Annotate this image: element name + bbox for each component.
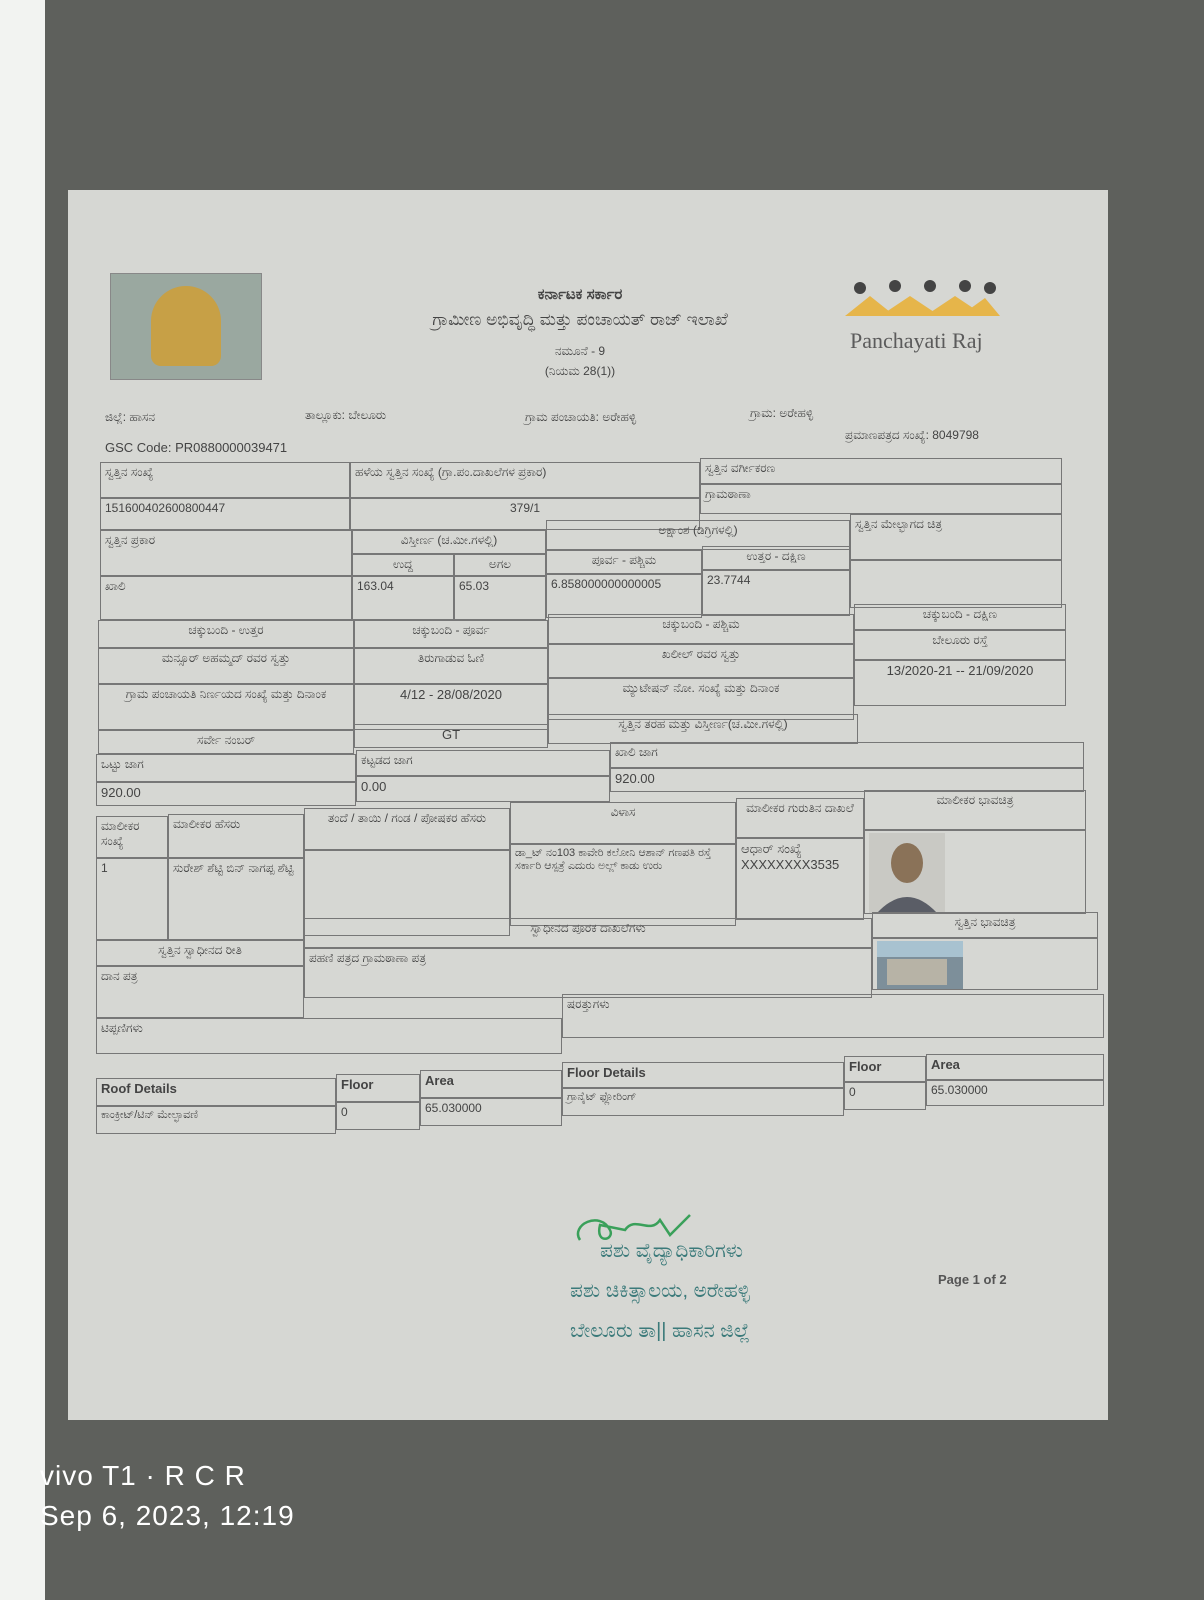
ew-value: 6.858000000000005 — [546, 574, 702, 618]
owner-photo-label: ಮಾಲೀಕರ ಭಾವಚಿತ್ರ — [864, 790, 1086, 830]
village: ಗ್ರಾಮ: ಅರೇಹಳ್ಳಿ — [750, 406, 814, 420]
length-label: ಉದ್ದ — [352, 554, 454, 576]
east-label: ಚಕ್ಕುಬಂದಿ - ಪೂರ್ವ — [354, 620, 548, 648]
panchayati-raj-text: Panchayati Raj — [850, 328, 983, 353]
length-value: 163.04 — [352, 576, 454, 620]
mutation-value: 13/2020-21 -- 21/09/2020 — [854, 660, 1066, 706]
roof-area: 65.030000 — [420, 1098, 562, 1126]
remarks-label: ಷರತ್ತುಗಳು — [562, 994, 1104, 1038]
floor-area-label: Area — [926, 1054, 1104, 1080]
survey-value: GT — [354, 724, 548, 748]
taluk: ತಾಲ್ಲೂಕು: ಬೇಲೂರು — [305, 408, 387, 422]
resolution-value: 4/12 - 28/08/2020 — [354, 684, 548, 730]
acquisition-value: ದಾನ ಪತ್ರ — [96, 966, 304, 1018]
built-type-label: ಸ್ವತ್ತಿನ ತರಹ ಮತ್ತು ವಿಸ್ತೀರ್ಣ(ಚ.ಮೀ.ಗಳಲ್ಲಿ) — [548, 714, 858, 744]
doc-value: ಪಹಣಿ ಪತ್ರದ ಗ್ರಾಮಠಾಣಾ ಪತ್ರ — [304, 948, 872, 998]
map-label: ಸ್ವತ್ತಿನ ಮೇಲ್ಭಾಗದ ಚಿತ್ರ — [850, 514, 1062, 560]
certificate-no: ಪ್ರಮಾಣಪತ್ರದ ಸಂಖ್ಯೆ: 8049798 — [845, 428, 979, 442]
east-value: ತಿರುಗಾಡುವ ಓಣಿ — [354, 648, 548, 684]
prop-no: 151600402600800447 — [100, 498, 350, 530]
ns-value: 23.7744 — [702, 570, 850, 616]
total-area-value: 920.00 — [96, 782, 356, 806]
stamp-line-2: ಪಶು ಚಿಕಿತ್ಸಾಲಯ, ಅರೇಹಳ್ಳಿ — [570, 1280, 750, 1302]
measure-label: ವಿಸ್ತೀರ್ಣ (ಚ.ಮೀ.ಗಳಲ್ಲಿ) — [352, 530, 546, 554]
dept-title: ಗ್ರಾಮೀಣ ಅಭಿವೃದ್ಧಿ ಮತ್ತು ಪಂಚಾಯತ್ ರಾಜ್ ಇಲಾಖೆ — [432, 310, 728, 329]
coord-label: ಅಕ್ಷಾಂಶ (ಡಿಗ್ರಿಗಳಲ್ಲಿ) — [546, 520, 850, 550]
north-label: ಚಕ್ಕುಬಂದಿ - ಉತ್ತರ — [98, 620, 354, 648]
roof-floor: 0 — [336, 1102, 420, 1130]
floor-floor-label: Floor — [844, 1056, 926, 1082]
owner-address-label: ವಿಳಾಸ — [510, 802, 736, 844]
official-stamp — [560, 1205, 880, 1375]
owner-name-label: ಮಾಲೀಕರ ಹೆಸರು — [168, 814, 304, 858]
owner-id: ಆಧಾರ್ ಸಂಖ್ಯೆ XXXXXXXX3535 — [736, 838, 864, 920]
west-label: ಚಕ್ಕುಬಂದಿ - ಪಶ್ಚಿಮ — [548, 614, 854, 644]
gram-panchayat: ಗ್ರಾಮ ಪಂಚಾಯತಿ: ಅರೇಹಳ್ಳಿ — [525, 410, 637, 424]
property-photo-label: ಸ್ವತ್ತಿನ ಭಾವಚಿತ್ರ — [872, 912, 1098, 938]
gov-title: ಕರ್ನಾಟಕ ಸರ್ಕಾರ — [537, 286, 623, 303]
owner-photo-icon — [869, 833, 945, 913]
mutation-label: ಮ್ಯುಟೇಷನ್ ನೋ. ಸಂಖ್ಯೆ ಮತ್ತು ದಿನಾಂಕ — [548, 678, 854, 720]
form-no: ನಮೂನೆ - 9 — [554, 344, 606, 358]
gsc-code: GSC Code: PR0880000039471 — [105, 440, 288, 455]
owner-sl: 1 — [96, 858, 168, 940]
property-photo-icon — [877, 941, 963, 989]
roof-floor-label: Floor — [336, 1074, 420, 1102]
owner-name: ಸುರೇಶ್ ಶೆಟ್ಟಿ ಬಿನ್ ನಾಗಪ್ಪ ಶೆಟ್ಟಿ — [168, 858, 304, 940]
built-area-label: ಕಟ್ಟಡದ ಜಾಗ — [356, 750, 610, 776]
page-number: Page 1 of 2 — [938, 1272, 1007, 1287]
vacant-area-label: ಖಾಲಿ ಜಾಗ — [610, 742, 1084, 768]
property-photo-cell — [872, 938, 1098, 990]
camera-watermark-date: Sep 6, 2023, 12:19 — [40, 1500, 295, 1531]
west-value: ಖಲೀಲ್ ರವರ ಸ್ವತ್ತು — [548, 644, 854, 678]
floor-type: ಗ್ರಾನೈಟ್ ಫ್ಲೋರಿಂಗ್ — [562, 1088, 844, 1116]
acquisition-label: ಸ್ವತ್ತಿನ ಸ್ವಾಧೀನದ ರೀತಿ — [96, 940, 304, 966]
roof-type: ಕಾಂಕ್ರೀಟ್/ಟಿನ್ ಮೇಲ್ಛಾವಣಿ — [96, 1106, 336, 1134]
total-area-label: ಒಟ್ಟು ಜಾಗ — [96, 754, 356, 782]
prop-no-label: ಸ್ವತ್ತಿನ ಸಂಖ್ಯೆ — [100, 462, 350, 498]
camera-watermark-model: vivo T1 · R C R — [40, 1460, 246, 1491]
owner-address: ಡಾ_ಟ್ ನಂ103 ಕಾವೇರಿ ಕಲೋನಿ ಆಶಾನ್ ಗಣಪತಿ ರಸ್ತೆ ಸರ್ಕಾರಿ ಆಸ್ಪತ್ರೆ ಎದುರು ಅಲ್ಲ್ ಕಾಡು ಉರು — [510, 844, 736, 926]
north-value: ಮನ್ಸೂರ್ ಅಹಮ್ಮದ್ ರವರ ಸ್ವತ್ತು — [98, 648, 354, 684]
rule-no: (ನಿಯಮ 28(1)) — [544, 364, 616, 378]
floor-floor: 0 — [844, 1082, 926, 1110]
district: ಜಿಲ್ಲೆ: ಹಾಸನ — [105, 410, 156, 424]
vacant-area-value: 920.00 — [610, 768, 1084, 792]
ns-label: ಉತ್ತರ - ದಕ್ಷಿಣ — [702, 546, 850, 570]
old-no: 379/1 — [350, 498, 700, 530]
resolution-label: ಗ್ರಾಮ ಪಂಚಾಯತಿ ನಿರ್ಣಯದ ಸಂಖ್ಯೆ ಮತ್ತು ದಿನಾಂಕ — [98, 684, 354, 730]
roof-area-label: Area — [420, 1070, 562, 1098]
roof-title: Roof Details — [96, 1078, 336, 1106]
type-label: ಸ್ವತ್ತಿನ ಪ್ರಕಾರ — [100, 530, 352, 576]
floor-area: 65.030000 — [926, 1080, 1104, 1106]
category-label: ಸ್ವತ್ತಿನ ವರ್ಗೀಕರಣ — [700, 458, 1062, 484]
survey-label: ಸರ್ವೇ ನಂಬರ್ — [98, 730, 354, 754]
owner-relation-label: ತಂದೆ / ತಾಯಿ / ಗಂಡ / ಪೋಷಕರ ಹೆಸರು — [304, 808, 510, 850]
floor-title: Floor Details — [562, 1062, 844, 1088]
owner-id-label: ಮಾಲೀಕರ ಗುರುತಿನ ದಾಖಲೆ — [736, 798, 864, 838]
owner-sl-label: ಮಾಲೀಕರ ಸಂಖ್ಯೆ — [96, 816, 168, 858]
stamp-line-1: ಪಶು ವೈದ್ಯಾಧಿಕಾರಿಗಳು — [600, 1240, 744, 1262]
type-value: ಖಾಲಿ — [100, 576, 352, 620]
ew-label: ಪೂರ್ವ - ಪಶ್ಚಿಮ — [546, 550, 702, 574]
notes-label: ಟಿಪ್ಪಣಿಗಳು — [96, 1018, 562, 1054]
category-value: ಗ್ರಾಮಠಾಣಾ — [700, 484, 1062, 514]
owner-photo-cell — [864, 830, 1086, 914]
width-value: 65.03 — [454, 576, 546, 620]
doc-label: ಸ್ವಾಧೀನದ ಪೂರಕ ದಾಖಲೆಗಳು — [304, 918, 872, 948]
south-label: ಚಕ್ಕುಬಂದಿ - ದಕ್ಷಿಣ — [854, 604, 1066, 630]
old-no-label: ಹಳೆಯ ಸ್ವತ್ತಿನ ಸಂಖ್ಯೆ (ಗ್ರಾ.ಪಂ.ದಾಖಲೆಗಳ ಪ್ರಕಾರ) — [350, 462, 700, 498]
panchayati-raj-logo-icon — [840, 278, 1000, 318]
karnataka-emblem-icon — [110, 273, 262, 380]
width-label: ಅಗಲ — [454, 554, 546, 576]
map-image — [850, 560, 1062, 608]
stamp-line-3: ಬೇಲೂರು ತಾ|| ಹಾಸನ ಜಿಲ್ಲೆ — [570, 1320, 750, 1342]
south-value: ಬೇಲೂರು ರಸ್ತೆ — [854, 630, 1066, 660]
built-area-value: 0.00 — [356, 776, 610, 802]
